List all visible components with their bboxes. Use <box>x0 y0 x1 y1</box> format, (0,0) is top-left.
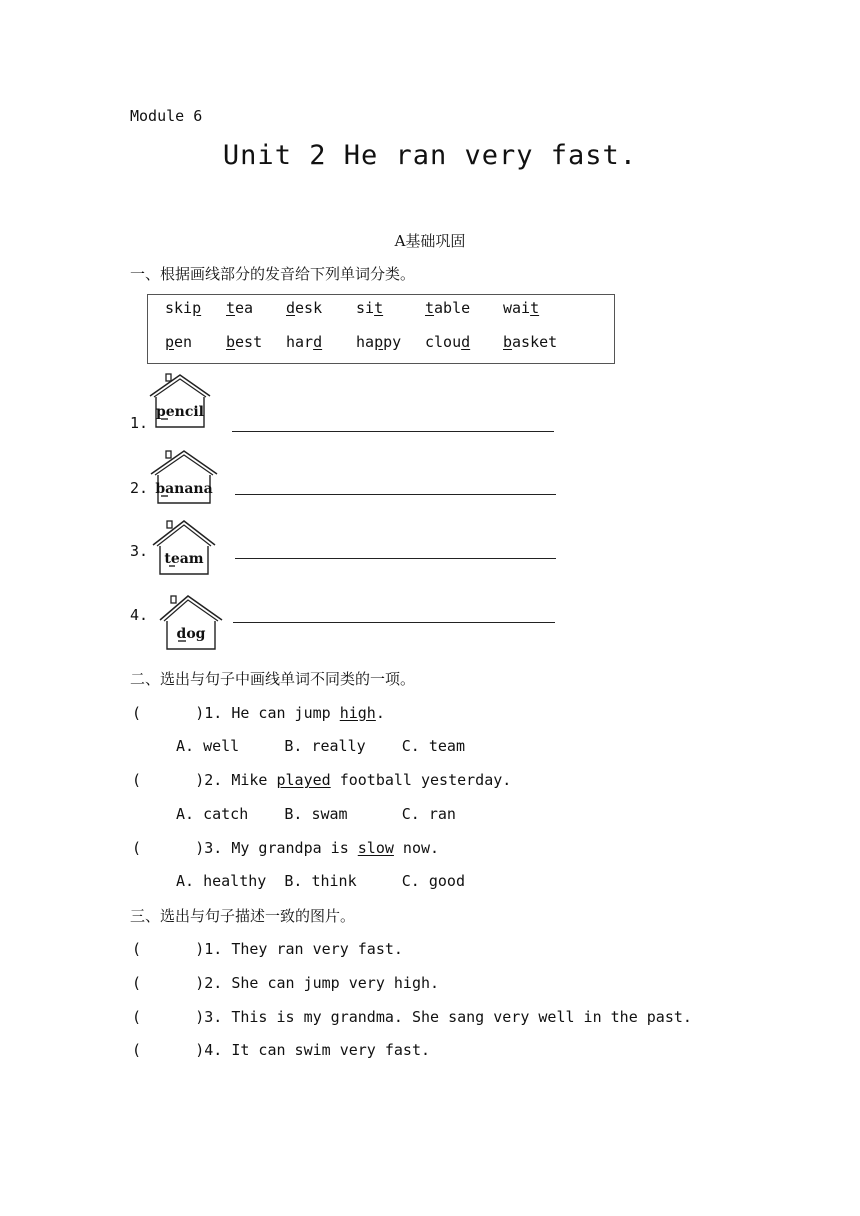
word: desk <box>286 299 323 317</box>
page-title: Unit 2 He ran very fast. <box>222 140 638 171</box>
section-1-heading: 一、根据画线部分的发音给下列单词分类。 <box>130 265 416 283</box>
item-number: 4. <box>130 606 149 624</box>
question: ( )3. My grandpa is slow now. <box>132 839 440 857</box>
house-icon <box>149 448 219 506</box>
answer-line <box>235 494 556 495</box>
word: basket <box>503 333 558 351</box>
word: cloud <box>425 333 471 351</box>
section-3-heading: 三、选出与句子描述一致的图片。 <box>130 907 356 925</box>
word-box <box>147 294 615 364</box>
options: A. healthy B. think C. good <box>176 872 465 890</box>
house-word: banana <box>155 481 213 497</box>
section-2-heading: 二、选出与句子中画线单词不同类的一项。 <box>130 670 416 688</box>
module-label: Module 6 <box>130 107 203 125</box>
word: wait <box>503 299 540 317</box>
question: ( )1. They ran very fast. <box>132 940 403 958</box>
options: A. well B. really C. team <box>176 737 465 755</box>
word: sit <box>356 299 384 317</box>
house-icon <box>151 517 217 577</box>
answer-line <box>232 431 554 432</box>
question: ( )2. Mike played football yesterday. <box>132 771 512 789</box>
house-word: pencil <box>155 404 205 420</box>
question: ( )4. It can swim very fast. <box>132 1041 431 1059</box>
item-number: 2. <box>130 479 149 497</box>
answer-line <box>235 558 556 559</box>
question: ( )2. She can jump very high. <box>132 974 440 992</box>
answer-line <box>233 622 555 623</box>
word: pen <box>165 333 193 351</box>
word: hard <box>286 333 323 351</box>
word: skip <box>165 299 202 317</box>
house-icon <box>158 592 224 652</box>
word: happy <box>356 333 402 351</box>
item-number: 1. <box>130 414 149 432</box>
item-number: 3. <box>130 542 149 560</box>
question: ( )3. This is my grandma. She sang very well in the past. <box>132 1008 692 1026</box>
options: A. catch B. swam C. ran <box>176 805 456 823</box>
house-word: dog <box>176 626 206 642</box>
house-icon <box>148 372 212 430</box>
house-word: team <box>164 551 204 567</box>
section-subtitle: A基础巩固 <box>394 232 466 250</box>
word: best <box>226 333 263 351</box>
word: table <box>425 299 471 317</box>
word: tea <box>226 299 254 317</box>
question: ( )1. He can jump high. <box>132 704 385 722</box>
